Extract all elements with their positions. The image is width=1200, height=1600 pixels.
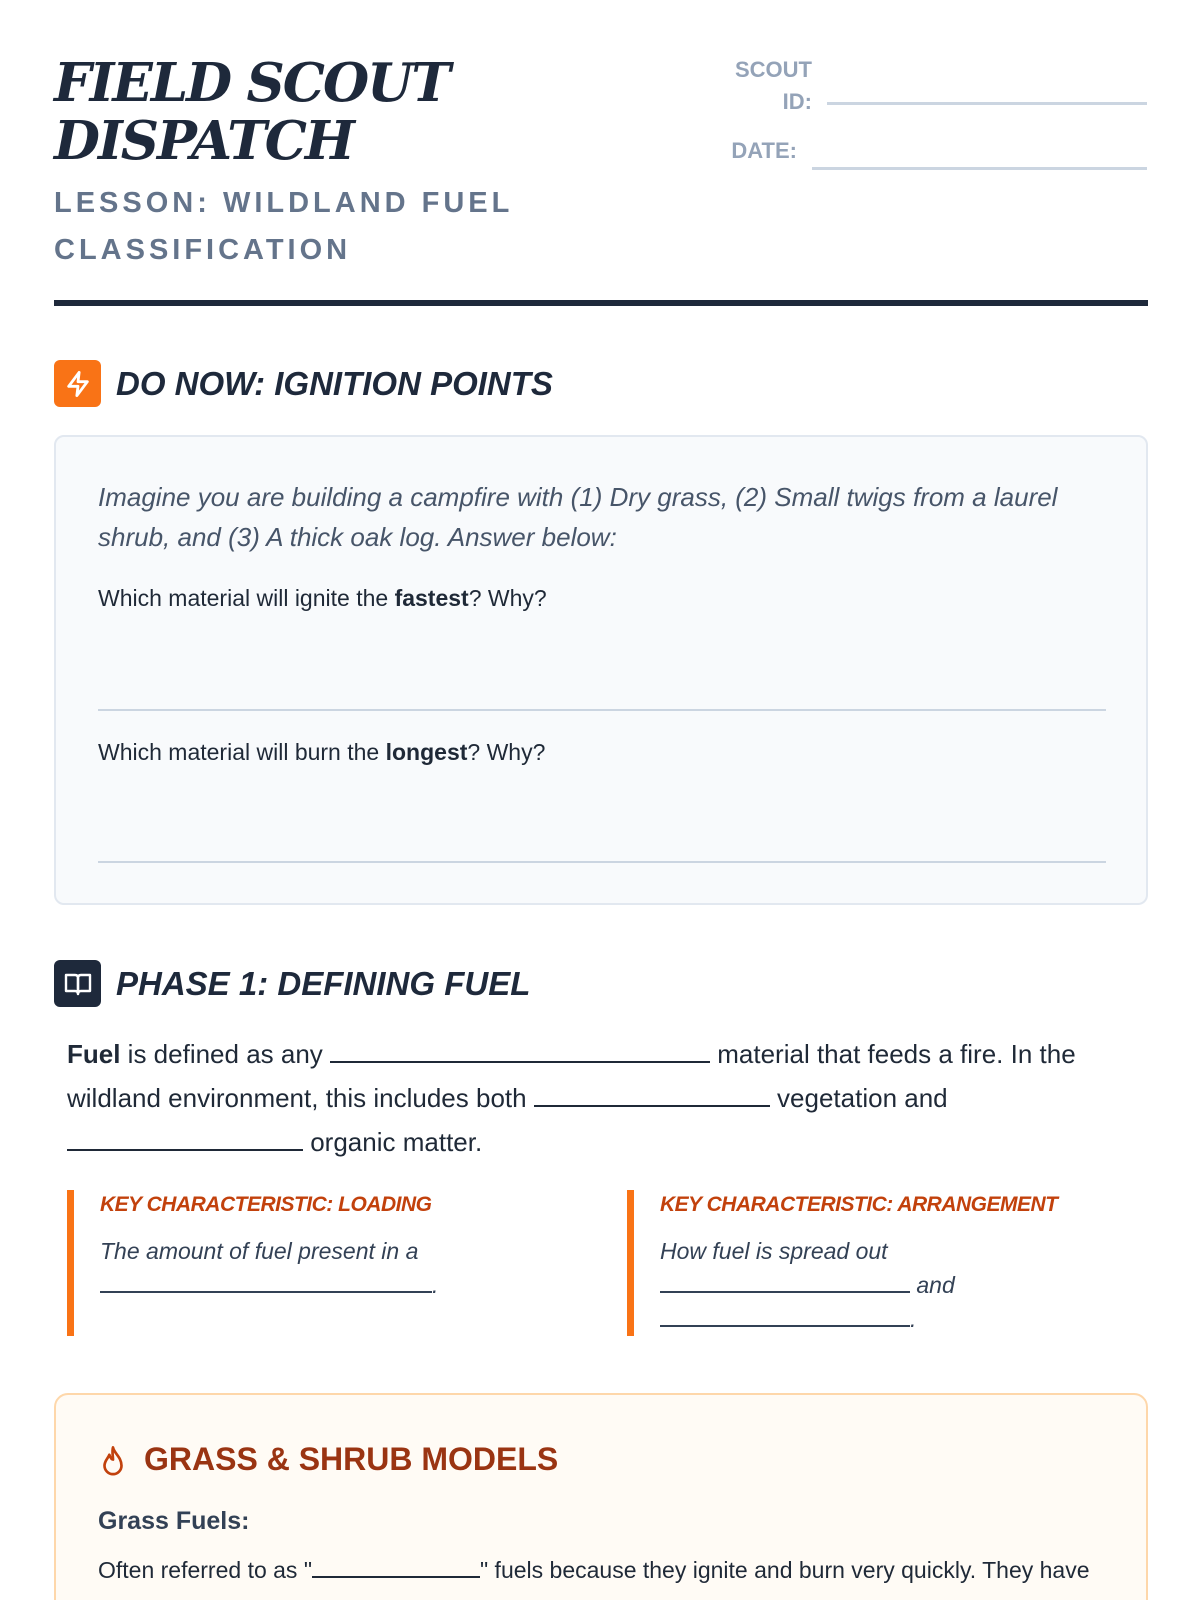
grass-fuels-text — [98, 1553, 1108, 1587]
do-now-prompt: Imagine you are building a campfire with (1) Dry grass, (2) Small twigs from a laurel shrub, and (3) A thick oak log. Answer below: — [98, 482, 1058, 552]
blank-loading[interactable] — [100, 1271, 432, 1293]
blank-arrangement-1[interactable] — [660, 1271, 910, 1293]
answer-line-longest[interactable] — [98, 861, 1106, 863]
loading-text-body: The amount of fuel present in a — [100, 1238, 419, 1264]
phase1-heading: PHASE 1: DEFINING FUEL — [116, 965, 531, 1002]
question-longest-post: ? Why? — [467, 739, 546, 765]
loading-text — [100, 1234, 507, 1302]
scout-id-field[interactable] — [827, 102, 1147, 105]
question-longest-bold: longest — [385, 739, 468, 765]
scout-id-label — [700, 54, 812, 118]
arrangement-text-body: How fuel is spread out — [660, 1238, 888, 1264]
book-icon — [54, 960, 101, 1007]
grass-shrub-heading: GRASS & SHRUB MODELS — [144, 1441, 559, 1477]
arrangement-text — [660, 1234, 1147, 1336]
grass-text-part2: " fuels because they ignite and burn very quickly. They have — [480, 1557, 1090, 1583]
question-fastest — [98, 583, 547, 613]
arrangement-end: . — [910, 1306, 917, 1332]
scout-id-label-line1: SCOUT — [735, 57, 812, 82]
grass-shrub-box — [54, 1393, 1148, 1600]
grass-fuels-label: Grass Fuels: — [98, 1507, 250, 1535]
fuel-def-part2: material that feeds a fire. In the wildland environment, this includes both — [67, 1039, 1076, 1113]
fuel-def-part4: organic matter. — [303, 1127, 483, 1157]
question-longest-pre: Which material will burn the — [98, 739, 386, 765]
blank-fuel-material[interactable] — [330, 1037, 710, 1063]
page-title: FIELD SCOUT DISPATCH — [54, 52, 449, 172]
do-now-box — [54, 435, 1148, 905]
question-fastest-post: ? Why? — [468, 585, 547, 611]
flame-icon — [98, 1445, 128, 1479]
lesson-subtitle: LESSON: WILDLAND FUEL CLASSIFICATION — [54, 187, 513, 266]
question-longest — [98, 737, 545, 767]
answer-line-fastest[interactable] — [98, 709, 1106, 711]
fuel-term: Fuel — [67, 1039, 121, 1069]
question-fastest-bold: fastest — [394, 585, 469, 611]
lightning-icon — [54, 360, 101, 407]
date-field[interactable] — [812, 167, 1147, 170]
date-label: DATE: — [731, 138, 797, 163]
header-divider — [54, 300, 1148, 306]
blank-vegetation[interactable] — [534, 1081, 770, 1107]
arrangement-and: and — [910, 1272, 955, 1298]
blank-organic[interactable] — [67, 1125, 303, 1151]
fuel-def-part3: vegetation and — [769, 1083, 948, 1113]
blank-arrangement-2[interactable] — [660, 1305, 910, 1327]
grass-text-part1: Often referred to as " — [98, 1557, 312, 1583]
question-fastest-pre: Which material will ignite the — [98, 585, 395, 611]
arrangement-title: KEY CHARACTERISTIC: ARRANGEMENT — [660, 1193, 1058, 1216]
fuel-def-part1: is defined as any — [120, 1039, 331, 1069]
blank-grass-fuel[interactable] — [312, 1556, 480, 1578]
loading-card — [67, 1190, 507, 1336]
arrangement-card — [627, 1190, 1147, 1336]
do-now-heading: DO NOW: IGNITION POINTS — [116, 365, 553, 402]
loading-text-end: . — [432, 1272, 439, 1298]
scout-id-label-line2: ID: — [782, 89, 812, 114]
loading-title: KEY CHARACTERISTIC: LOADING — [100, 1193, 432, 1216]
fuel-definition — [67, 1032, 1137, 1164]
